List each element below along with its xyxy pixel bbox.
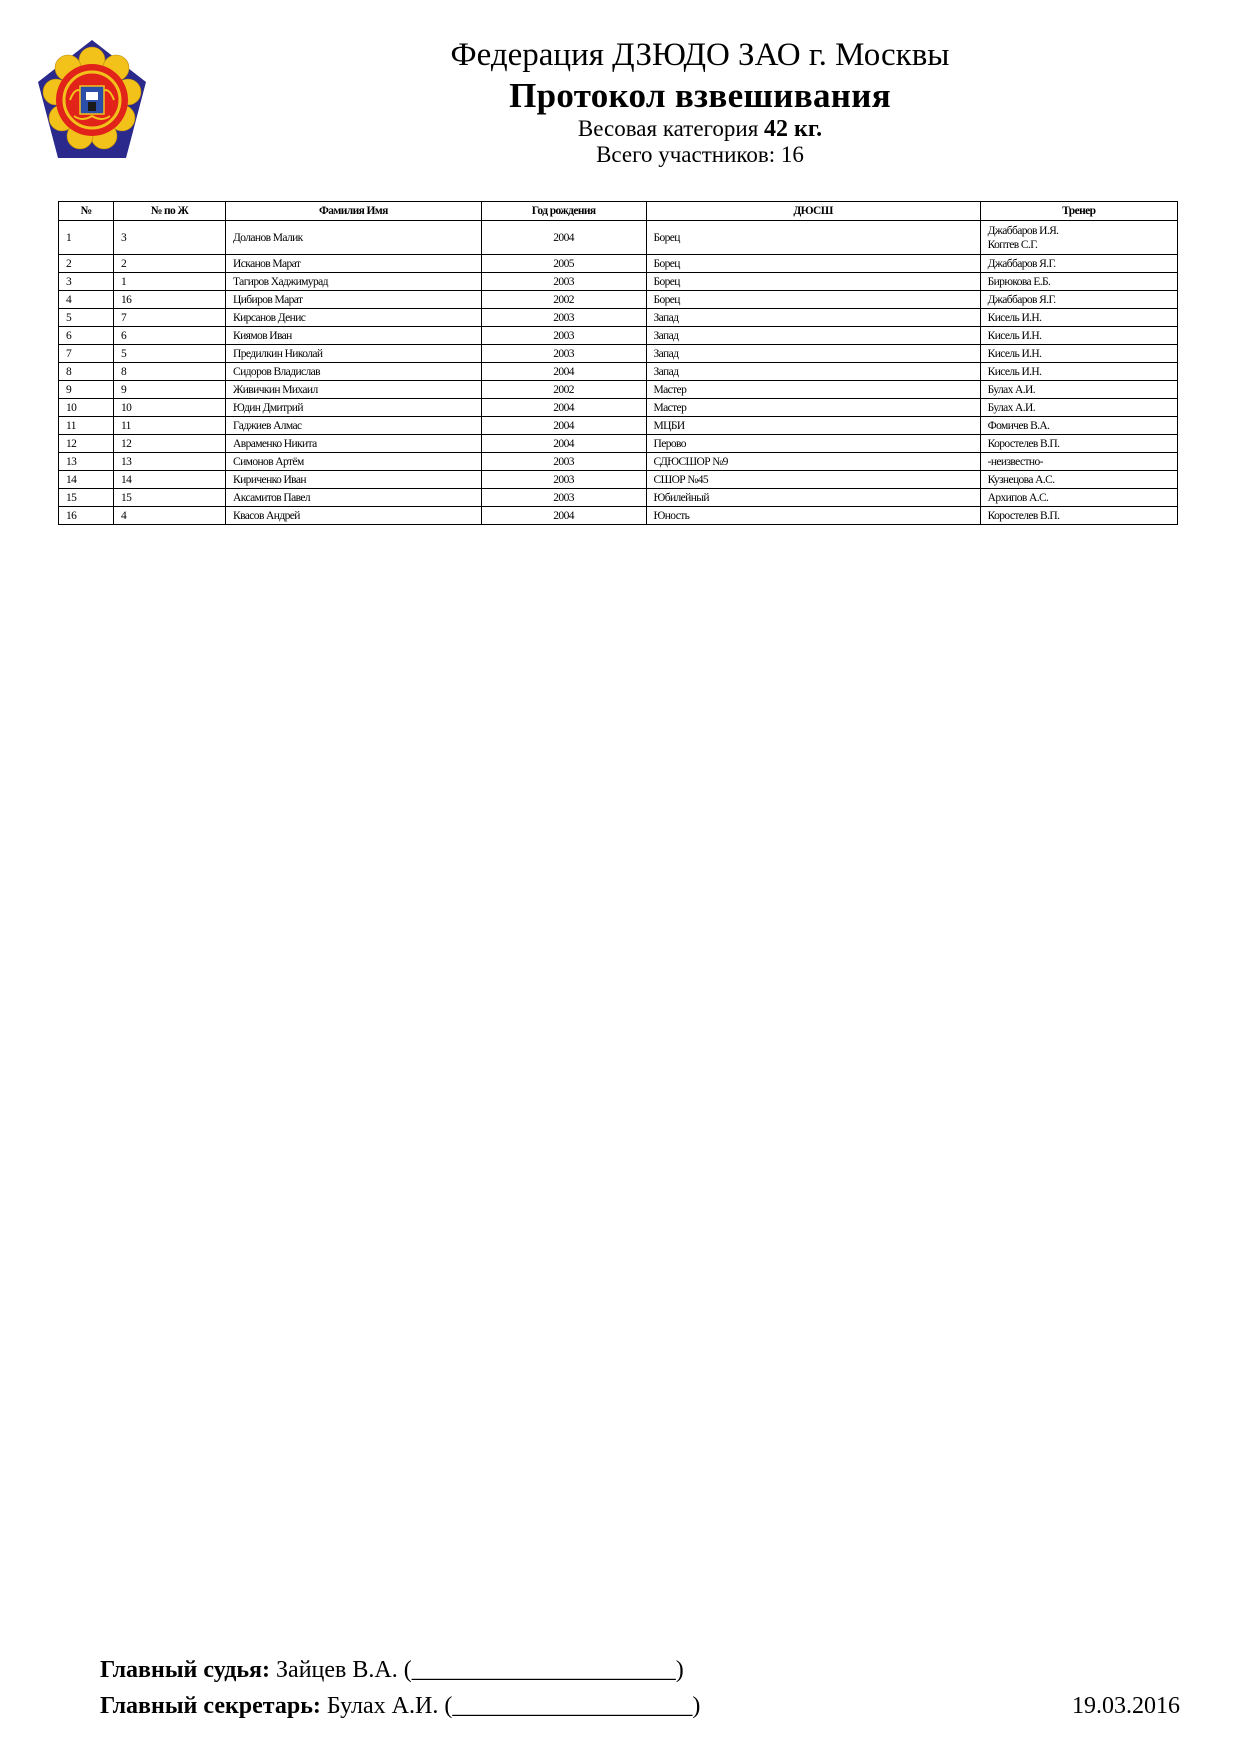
federation-name: Федерация ДЗЮДО ЗАО г. Москвы xyxy=(450,37,950,73)
cell-name: Предилкин Николай xyxy=(226,345,482,363)
cell-coach xyxy=(980,255,1177,273)
participants-total-label: Всего участников: xyxy=(596,142,776,167)
table-row xyxy=(59,453,1178,471)
cell-name: Сидоров Владислав xyxy=(226,363,482,381)
cell-number: 15 xyxy=(59,489,114,507)
federation-emblem-icon xyxy=(36,38,148,162)
cell-birth-year: 2003 xyxy=(481,453,646,471)
chief-secretary-label: Главный секретарь: xyxy=(100,1693,321,1719)
cell-birth-year: 2003 xyxy=(481,309,646,327)
cell-number: 16 xyxy=(59,507,114,525)
coach-name: Кисель И.Н. xyxy=(987,329,1042,342)
cell-coach xyxy=(980,435,1177,453)
cell-draw-number: 6 xyxy=(113,327,225,345)
document-header xyxy=(300,34,1100,168)
cell-school: Юность xyxy=(646,507,980,525)
table-row xyxy=(59,291,1178,309)
table-body xyxy=(59,221,1178,525)
coach-name: Коростелев В.П. xyxy=(987,509,1060,522)
cell-number: 3 xyxy=(59,273,114,291)
table-row xyxy=(59,471,1178,489)
coach-name: Джаббаров И.Я. xyxy=(987,224,1059,237)
cell-birth-year: 2004 xyxy=(481,363,646,381)
cell-number: 8 xyxy=(59,363,114,381)
cell-number: 7 xyxy=(59,345,114,363)
cell-draw-number: 1 xyxy=(113,273,225,291)
signatures-footer xyxy=(100,1652,1180,1724)
cell-name: Цибиров Марат xyxy=(226,291,482,309)
coach-name: Булах А.И. xyxy=(987,401,1036,414)
table-row xyxy=(59,381,1178,399)
document-title: Протокол взвешивания xyxy=(509,76,891,115)
table-row xyxy=(59,363,1178,381)
weight-category-label: Весовая категория xyxy=(577,116,759,141)
cell-birth-year: 2004 xyxy=(481,417,646,435)
cell-name: Живичкин Михаил xyxy=(226,381,482,399)
cell-number: 6 xyxy=(59,327,114,345)
cell-draw-number: 10 xyxy=(113,399,225,417)
cell-birth-year: 2005 xyxy=(481,255,646,273)
cell-coach xyxy=(980,309,1177,327)
coach-name: Джаббаров Я.Г. xyxy=(987,257,1056,270)
cell-school: Мастер xyxy=(646,399,980,417)
coach-name: Булах А.И. xyxy=(987,383,1036,396)
cell-draw-number: 9 xyxy=(113,381,225,399)
cell-birth-year: 2002 xyxy=(481,381,646,399)
cell-coach xyxy=(980,363,1177,381)
cell-coach xyxy=(980,507,1177,525)
chief-secretary-value: Булах А.И. (____________________) xyxy=(326,1693,701,1719)
weight-category-value: 42 кг. xyxy=(764,116,823,142)
cell-school: Юбилейный xyxy=(646,489,980,507)
cell-coach xyxy=(980,273,1177,291)
table-row xyxy=(59,327,1178,345)
cell-school: Запад xyxy=(646,363,980,381)
coach-name: Кисель И.Н. xyxy=(987,347,1042,360)
cell-school: Борец xyxy=(646,221,980,255)
table-row xyxy=(59,489,1178,507)
chief-judge-label: Главный судья: xyxy=(100,1657,271,1683)
chief-judge-value: Зайцев В.А. (______________________) xyxy=(276,1657,684,1683)
cell-number: 4 xyxy=(59,291,114,309)
cell-coach xyxy=(980,399,1177,417)
cell-number: 12 xyxy=(59,435,114,453)
cell-name: Гаджиев Алмас xyxy=(226,417,482,435)
cell-school: СДЮСШОР №9 xyxy=(646,453,980,471)
cell-coach xyxy=(980,291,1177,309)
cell-draw-number: 15 xyxy=(113,489,225,507)
document-date: 19.03.2016 xyxy=(1072,1693,1180,1719)
table-row xyxy=(59,399,1178,417)
coach-name: Коптев С.Г. xyxy=(987,238,1038,251)
cell-number: 9 xyxy=(59,381,114,399)
cell-name: Аксамитов Павел xyxy=(226,489,482,507)
cell-number: 13 xyxy=(59,453,114,471)
cell-birth-year: 2003 xyxy=(481,489,646,507)
cell-name: Кирсанов Денис xyxy=(226,309,482,327)
coach-name: Кузнецова А.С. xyxy=(987,473,1055,486)
cell-draw-number: 11 xyxy=(113,417,225,435)
cell-coach xyxy=(980,381,1177,399)
cell-school: Запад xyxy=(646,345,980,363)
cell-draw-number: 4 xyxy=(113,507,225,525)
cell-birth-year: 2004 xyxy=(481,399,646,417)
coach-name: Джаббаров Я.Г. xyxy=(987,293,1056,306)
coach-name: Фомичев В.А. xyxy=(987,419,1050,432)
cell-name: Симонов Артём xyxy=(226,453,482,471)
participants-total xyxy=(300,142,1100,168)
col-header-coach: Тренер xyxy=(980,202,1177,221)
weight-category xyxy=(300,116,1100,142)
cell-name: Авраменко Никита xyxy=(226,435,482,453)
cell-draw-number: 8 xyxy=(113,363,225,381)
cell-birth-year: 2004 xyxy=(481,507,646,525)
cell-birth-year: 2003 xyxy=(481,471,646,489)
cell-name: Киямов Иван xyxy=(226,327,482,345)
cell-school: Запад xyxy=(646,327,980,345)
cell-draw-number: 7 xyxy=(113,309,225,327)
table-row xyxy=(59,221,1178,255)
cell-coach xyxy=(980,471,1177,489)
col-header-name: Фамилия Имя xyxy=(226,202,482,221)
cell-school: МЦБИ xyxy=(646,417,980,435)
cell-school: Перово xyxy=(646,435,980,453)
cell-draw-number: 5 xyxy=(113,345,225,363)
table-row xyxy=(59,309,1178,327)
table-row xyxy=(59,255,1178,273)
cell-school: Запад xyxy=(646,309,980,327)
cell-number: 2 xyxy=(59,255,114,273)
table-row xyxy=(59,507,1178,525)
cell-draw-number: 3 xyxy=(113,221,225,255)
table-header-row xyxy=(59,202,1178,221)
cell-draw-number: 2 xyxy=(113,255,225,273)
cell-name: Юдин Дмитрий xyxy=(226,399,482,417)
cell-coach xyxy=(980,417,1177,435)
chief-judge-line xyxy=(100,1652,1180,1688)
cell-coach xyxy=(980,221,1177,255)
cell-number: 5 xyxy=(59,309,114,327)
cell-draw-number: 14 xyxy=(113,471,225,489)
table-row xyxy=(59,435,1178,453)
participants-total-value: 16 xyxy=(780,142,804,167)
chief-secretary-line xyxy=(100,1688,1180,1724)
cell-coach xyxy=(980,345,1177,363)
table-row xyxy=(59,273,1178,291)
cell-number: 14 xyxy=(59,471,114,489)
coach-name: Бирюкова Е.Б. xyxy=(987,275,1051,288)
cell-school: Борец xyxy=(646,255,980,273)
col-header-birth-year: Год рождения xyxy=(481,202,646,221)
table-row xyxy=(59,345,1178,363)
cell-coach xyxy=(980,327,1177,345)
cell-coach xyxy=(980,489,1177,507)
cell-number: 10 xyxy=(59,399,114,417)
cell-name: Доланов Малик xyxy=(226,221,482,255)
cell-draw-number: 12 xyxy=(113,435,225,453)
cell-name: Квасов Андрей xyxy=(226,507,482,525)
col-header-school: ДЮСШ xyxy=(646,202,980,221)
cell-birth-year: 2003 xyxy=(481,345,646,363)
cell-draw-number: 16 xyxy=(113,291,225,309)
weigh-in-table xyxy=(58,201,1178,525)
coach-name: -неизвестно- xyxy=(987,455,1043,468)
cell-birth-year: 2003 xyxy=(481,327,646,345)
table-row xyxy=(59,417,1178,435)
cell-coach xyxy=(980,453,1177,471)
cell-name: Исканов Марат xyxy=(226,255,482,273)
cell-birth-year: 2004 xyxy=(481,435,646,453)
cell-school: Борец xyxy=(646,291,980,309)
cell-birth-year: 2002 xyxy=(481,291,646,309)
cell-draw-number: 13 xyxy=(113,453,225,471)
col-header-draw-number: № по Ж xyxy=(113,202,225,221)
coach-name: Коростелев В.П. xyxy=(987,437,1060,450)
cell-school: Борец xyxy=(646,273,980,291)
cell-birth-year: 2003 xyxy=(481,273,646,291)
cell-name: Кириченко Иван xyxy=(226,471,482,489)
cell-school: Мастер xyxy=(646,381,980,399)
coach-name: Архипов А.С. xyxy=(987,491,1049,504)
coach-name: Кисель И.Н. xyxy=(987,311,1042,324)
cell-number: 11 xyxy=(59,417,114,435)
cell-number: 1 xyxy=(59,221,114,255)
cell-school: СШОР №45 xyxy=(646,471,980,489)
coach-name: Кисель И.Н. xyxy=(987,365,1042,378)
col-header-number: № xyxy=(59,202,114,221)
cell-name: Тагиров Хаджимурад xyxy=(226,273,482,291)
cell-birth-year: 2004 xyxy=(481,221,646,255)
